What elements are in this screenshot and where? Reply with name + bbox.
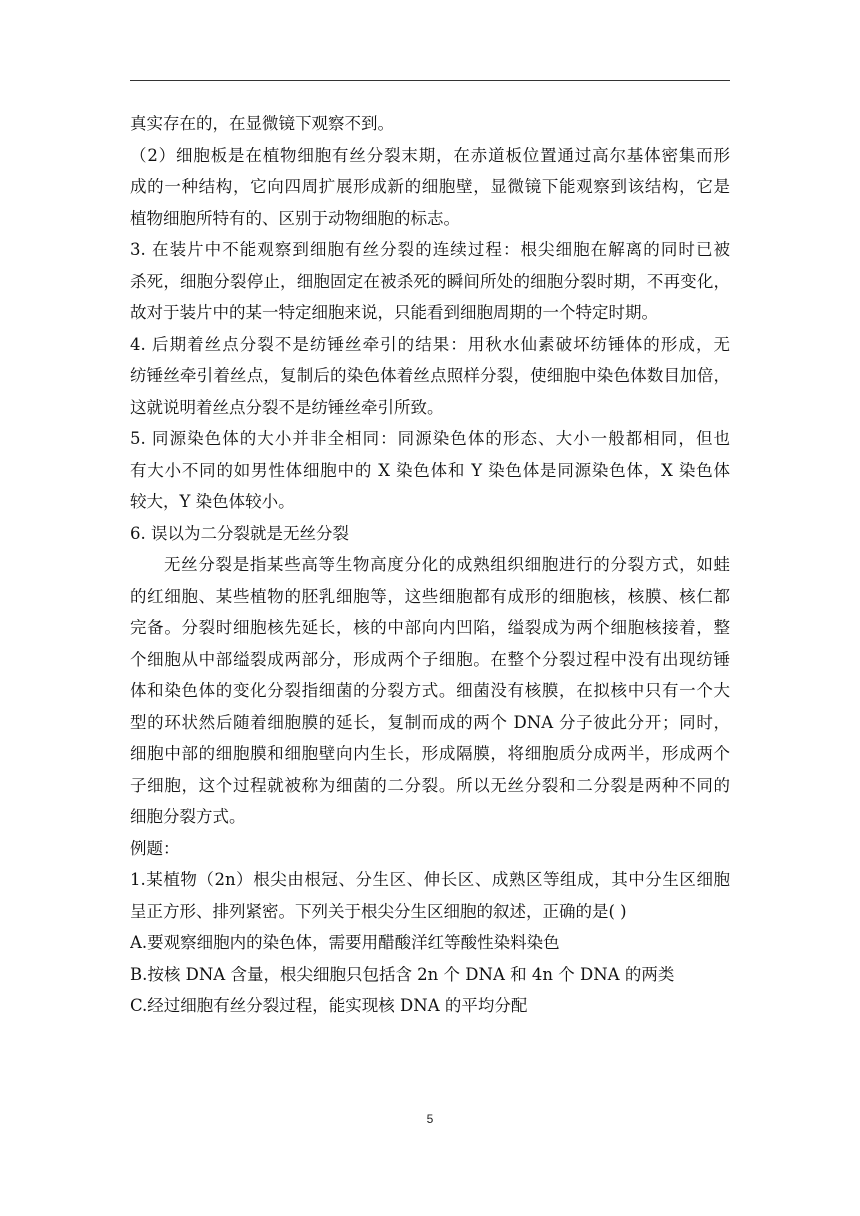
text-line: 呈正方形、排列紧密。下列关于根尖分生区细胞的叙述，正确的是( ) bbox=[130, 901, 627, 921]
text-line: 细胞中部的细胞膜和细胞壁向内生长，形成隔膜，将细胞质分成两半，形成两个 bbox=[130, 744, 730, 763]
text-line: 体和染色体的变化分裂指细菌的分裂方式。细菌没有核膜，在拟核中只有一个大 bbox=[130, 681, 730, 700]
page-body bbox=[130, 108, 730, 1022]
text-line: 纺锤丝牵引着丝点，复制后的染色体着丝点照样分裂，使细胞中染色体数目加倍， bbox=[130, 366, 730, 385]
text-line: 型的环状然后随着细胞膜的延长，复制而成的两个 DNA 分子彼此分开；同时， bbox=[130, 712, 730, 732]
text-line: 子细胞，这个过程就被称为细菌的二分裂。所以无丝分裂和二分裂是两种不同的 bbox=[130, 775, 730, 795]
text-line: 真实存在的，在显微镜下观察不到。 bbox=[130, 114, 394, 133]
text-line: 6. 误以为二分裂就是无丝分裂 bbox=[130, 523, 349, 543]
text-line: 例题： bbox=[130, 838, 180, 858]
text-line: 的红细胞、某些植物的胚乳细胞等，这些细胞都有成形的细胞核，核膜、核仁都 bbox=[130, 586, 730, 606]
text-line: 无丝分裂是指某些高等生物高度分化的成熟组织细胞进行的分裂方式，如蛙 bbox=[164, 555, 730, 574]
text-line: 个细胞从中部缢裂成两部分，形成两个子细胞。在整个分裂过程中没有出现纺锤 bbox=[130, 649, 730, 669]
text-line: B.按核 DNA 含量，根尖细胞只包括含 2n 个 DNA 和 4n 个 DNA 的两类 bbox=[130, 964, 675, 984]
text-line: 4. 后期着丝点分裂不是纺锤丝牵引的结果：用秋水仙素破坏纺锤体的形成，无 bbox=[130, 334, 730, 354]
text-line: （2）细胞板是在植物细胞有丝分裂末期，在赤道板位置通过高尔基体密集而形 bbox=[130, 145, 730, 165]
text-line: 1.某植物（2n）根尖由根冠、分生区、伸长区、成熟区等组成，其中分生区细胞 bbox=[130, 870, 730, 889]
text-line: 这就说明着丝点分裂不是纺锤丝牵引所致。 bbox=[130, 397, 444, 417]
text-line: 成的一种结构，它向四周扩展形成新的细胞壁，显微镜下能观察到该结构，它是 bbox=[130, 177, 730, 196]
page-number: 5 bbox=[426, 1112, 434, 1126]
header-rule bbox=[130, 80, 730, 81]
text-line: 较大，Y 染色体较小。 bbox=[130, 492, 295, 511]
text-line: 有大小不同的如男性体细胞中的 X 染色体和 Y 染色体是同源染色体，X 染色体 bbox=[130, 460, 730, 480]
text-line: 3. 在装片中不能观察到细胞有丝分裂的连续过程：根尖细胞在解离的同时已被 bbox=[130, 240, 730, 259]
text-line: 5. 同源染色体的大小并非全相同：同源染色体的形态、大小一般都相同，但也 bbox=[130, 429, 730, 448]
text-line: 植物细胞所特有的、区别于动物细胞的标志。 bbox=[130, 208, 460, 228]
text-line: 故对于装片中的某一特定细胞来说，只能看到细胞周期的一个特定时期。 bbox=[130, 303, 658, 322]
text-line: A.要观察细胞内的染色体，需要用醋酸洋红等酸性染料染色 bbox=[130, 933, 560, 952]
text-line: 完备。分裂时细胞核先延长，核的中部向内凹陷，缢裂成为两个细胞核接着，整 bbox=[130, 618, 730, 637]
text-line: 细胞分裂方式。 bbox=[130, 807, 246, 826]
text-line: C.经过细胞有丝分裂过程，能实现核 DNA 的平均分配 bbox=[130, 996, 528, 1015]
text-line: 杀死，细胞分裂停止，细胞固定在被杀死的瞬间所处的细胞分裂时期，不再变化， bbox=[130, 271, 730, 291]
